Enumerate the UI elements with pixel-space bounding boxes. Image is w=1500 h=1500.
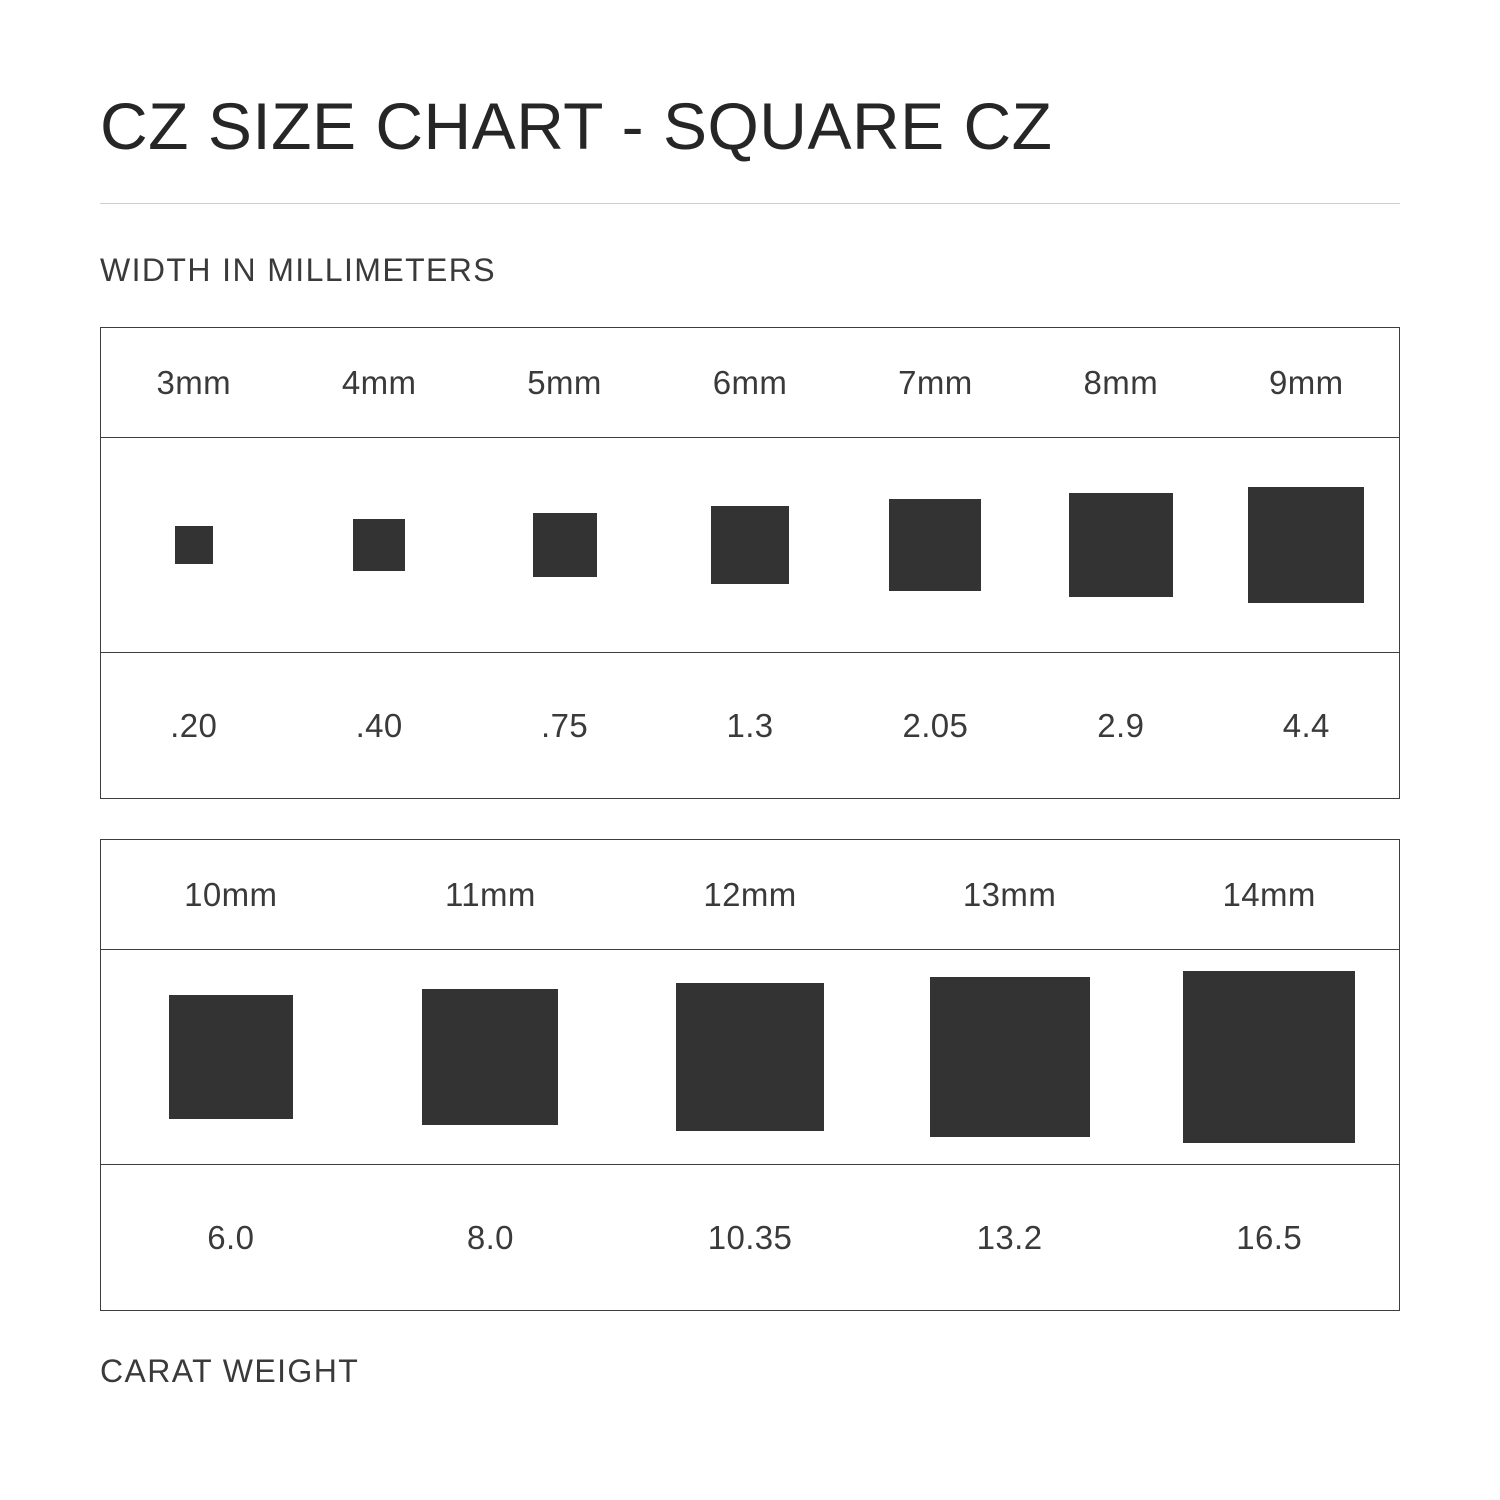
weight-label: .40 [355, 706, 403, 744]
table-row-swatches-small [101, 438, 1399, 653]
width-section-label: WIDTH IN MILLIMETERS [100, 252, 497, 289]
weight-label: 2.05 [902, 706, 969, 744]
size-label: 9mm [1268, 363, 1344, 401]
square-swatch-icon [1069, 493, 1173, 597]
title-divider [100, 203, 1400, 204]
weight-cell [1028, 707, 1213, 745]
size-cell [657, 364, 842, 402]
square-swatch-icon [1248, 487, 1364, 603]
size-table-large [100, 839, 1400, 1311]
swatch-cell [657, 506, 842, 584]
weight-label: 1.3 [726, 706, 774, 744]
swatch-cell [472, 513, 657, 577]
size-cell [361, 876, 621, 914]
size-label: 11mm [444, 875, 536, 913]
table-row-weights-large [101, 1165, 1399, 1310]
weight-label: 8.0 [466, 1218, 514, 1256]
size-label: 10mm [184, 875, 278, 913]
weight-cell [880, 1219, 1140, 1257]
size-cell [843, 364, 1028, 402]
swatch-cell [361, 989, 621, 1125]
swatch-cell [1139, 971, 1399, 1143]
weight-cell [1214, 707, 1399, 745]
weight-cell [101, 1219, 361, 1257]
weight-cell [657, 707, 842, 745]
swatch-cell [843, 499, 1028, 591]
weight-cell [1139, 1219, 1399, 1257]
weight-cell [843, 707, 1028, 745]
page-title: CZ SIZE CHART - SQUARE CZ [100, 89, 1053, 163]
weight-cell [472, 707, 657, 745]
size-label: 8mm [1083, 363, 1159, 401]
square-swatch-icon [422, 989, 558, 1125]
weight-label: 2.9 [1097, 706, 1145, 744]
square-swatch-icon [353, 519, 405, 571]
size-label: 7mm [898, 363, 973, 401]
square-swatch-icon [1183, 971, 1355, 1143]
weight-cell [620, 1219, 880, 1257]
swatch-cell [1214, 487, 1399, 603]
size-cell [620, 876, 880, 914]
square-swatch-icon [889, 499, 981, 591]
square-swatch-icon [169, 995, 293, 1119]
size-table-small [100, 327, 1400, 799]
weight-label: 13.2 [976, 1218, 1043, 1256]
swatch-cell [620, 983, 880, 1131]
square-swatch-icon [175, 526, 213, 564]
square-swatch-icon [930, 977, 1090, 1137]
square-swatch-icon [533, 513, 597, 577]
carat-weight-label: CARAT WEIGHT [100, 1353, 360, 1390]
size-label: 6mm [712, 363, 788, 401]
square-swatch-icon [676, 983, 824, 1131]
size-cell [880, 876, 1140, 914]
size-cell [1214, 364, 1399, 402]
swatch-cell [101, 995, 361, 1119]
table-row-sizes-small [101, 328, 1399, 438]
table-row-swatches-large [101, 950, 1399, 1165]
swatch-cell [101, 526, 286, 564]
weight-label: 16.5 [1236, 1218, 1303, 1256]
weight-label: .75 [541, 706, 589, 744]
weight-label: .20 [170, 706, 218, 744]
size-cell [286, 364, 471, 402]
weight-label: 10.35 [707, 1218, 793, 1256]
weight-label: 6.0 [207, 1218, 255, 1256]
size-cell [1028, 364, 1213, 402]
size-cell [101, 876, 361, 914]
size-label: 12mm [703, 875, 797, 913]
square-swatch-icon [711, 506, 789, 584]
size-label: 14mm [1222, 875, 1316, 913]
weight-cell [286, 707, 471, 745]
swatch-cell [286, 519, 471, 571]
size-label: 13mm [962, 875, 1057, 913]
size-label: 4mm [341, 363, 417, 401]
size-label: 5mm [527, 363, 602, 401]
weight-label: 4.4 [1282, 706, 1330, 744]
swatch-cell [880, 977, 1140, 1137]
swatch-cell [1028, 493, 1213, 597]
size-label: 3mm [156, 363, 231, 401]
weight-cell [361, 1219, 621, 1257]
weight-cell [101, 707, 286, 745]
size-cell [101, 364, 286, 402]
table-row-sizes-large [101, 840, 1399, 950]
size-cell [1139, 876, 1399, 914]
size-cell [472, 364, 657, 402]
table-row-weights-small [101, 653, 1399, 798]
